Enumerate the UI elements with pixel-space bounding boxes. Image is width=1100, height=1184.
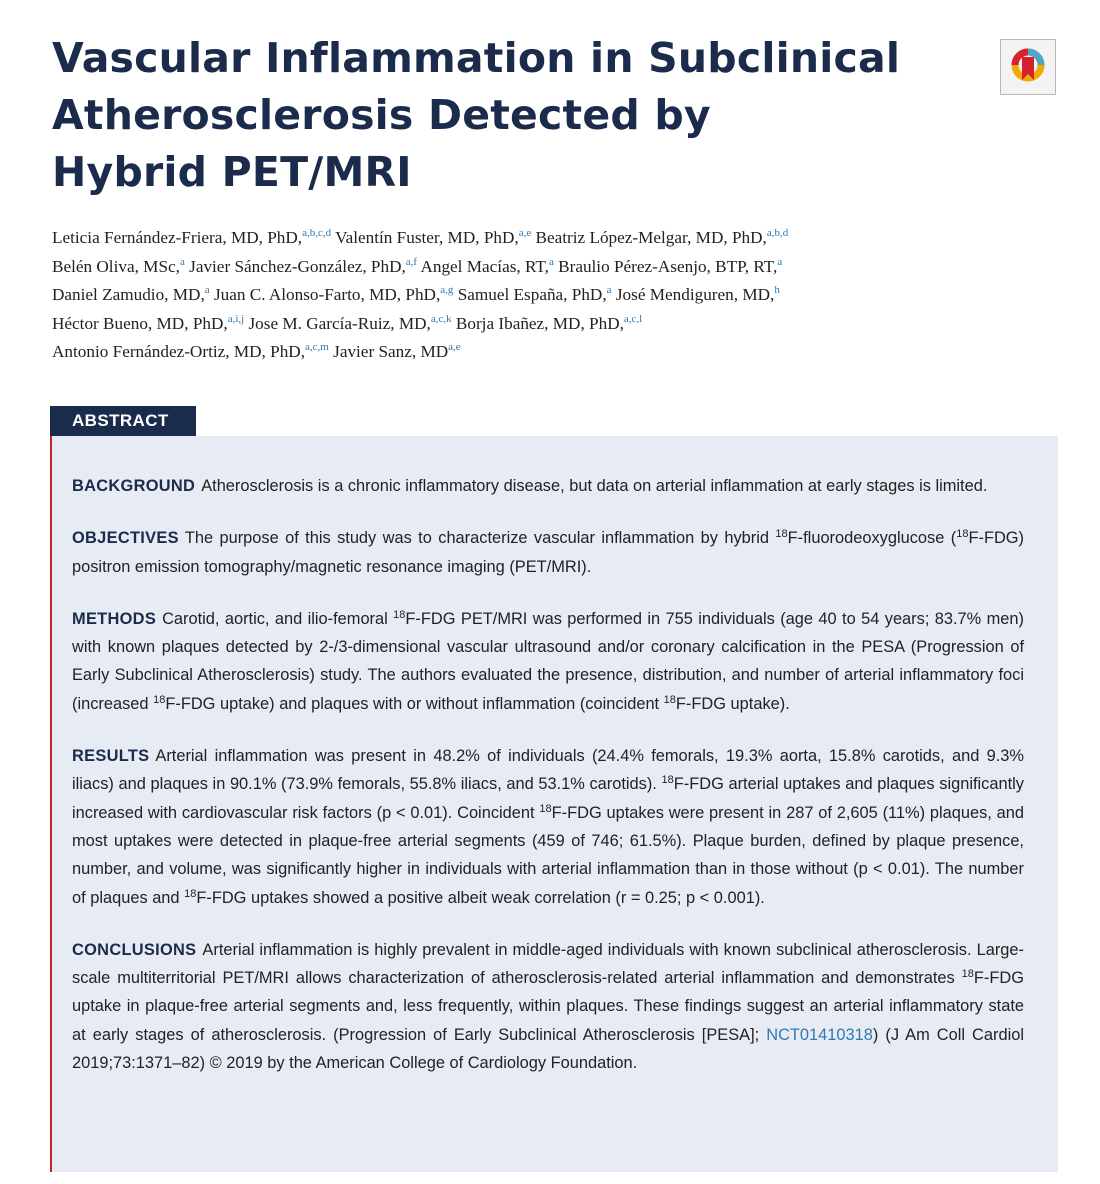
section-text: F-FDG uptakes showed a positive albeit weak correlation (r = 0.25; p < 0.001). [196,888,765,907]
section-text: Arterial inflammation is highly prevalent in middle-aged individuals with known subclinical atherosclerosis. Large-scale multiterritorial PET/MRI allows characterization of atherosclerosis-related arterial inflammation and demonstrates [72,940,1024,988]
isotope-superscript: 18 [775,528,788,541]
author-name: Javier Sánchez-González, PhD, [189,256,406,276]
author-line [52,310,1062,339]
author-name: Antonio Fernández-Ortiz, MD, PhD, [52,342,305,361]
affiliation-link[interactable]: a [204,284,210,296]
author-name: Leticia Fernández-Friera, MD, PhD, [52,228,303,247]
section-heading: METHODS [72,609,157,628]
section-heading: RESULTS [72,747,150,766]
author-name: Daniel Zamudio, MD, [52,285,205,304]
abstract-background [72,472,1024,500]
section-heading: OBJECTIVES [72,529,179,548]
isotope-superscript: 18 [153,693,166,706]
check-for-updates-icon [1009,46,1047,88]
affiliation-link[interactable]: a,e [448,341,461,353]
affiliation-link[interactable]: a,f [405,255,418,268]
author-name: Héctor Bueno, MD, PhD, [52,313,228,333]
isotope-superscript: 18 [961,968,974,981]
author-name: José Mendiguren, MD, [615,285,775,304]
section-text: F-fluorodeoxyglucose ( [787,529,957,548]
abstract-accent-rule [50,406,52,1172]
affiliation-link[interactable]: a,c,m [305,341,329,353]
author-list [52,224,1062,367]
check-for-updates-button[interactable] [1000,39,1056,95]
section-text: ) (J Am Coll Cardiol 2019;73:1371–82) © 2019 by the American College of Cardiology Foundation. [72,1025,1024,1073]
author-name: Borja Ibañez, MD, PhD, [455,313,624,333]
isotope-superscript: 18 [184,887,197,900]
title-line: Vascular Inflammation in Subclinical [52,34,901,82]
isotope-superscript: 18 [956,528,969,541]
section-text: F-FDG uptake) and plaques with or without inflammation (coincident [165,694,664,713]
isotope-superscript: 18 [539,802,552,815]
affiliation-link[interactable]: h [774,284,780,296]
isotope-superscript: 18 [393,608,406,621]
author-name: Angel Macías, RT, [420,256,549,276]
section-text: F-FDG arterial uptakes and plaques significantly increased with cardiovascular risk factors (p < 0.01). Coincident [72,775,1024,822]
affiliation-link[interactable]: a,c,l [623,312,643,325]
author-name: Juan C. Alonso-Farto, MD, PhD, [213,285,441,304]
isotope-superscript: 18 [661,774,674,787]
trial-registration-link[interactable]: NCT01410318 [766,1025,873,1044]
section-heading: BACKGROUND [72,477,196,495]
affiliation-link[interactable]: a,c,k [430,312,452,325]
section-text: F-FDG PET/MRI was performed in 755 individuals (age 40 to 54 years; 83.7% men) with known plaques detected by 2-/3-dimensional vascular ultrasound and/or coronary calcification in the PESA (Progression of Early Subclinical Atherosclerosis) study. The authors evaluated the presence, distribution, and number of arterial inflammatory foci (increased [72,609,1024,713]
author-line [52,224,1062,253]
abstract-conclusions [72,936,1024,1077]
abstract-objectives [72,524,1024,581]
author-name: Belén Oliva, MSc, [52,256,180,276]
author-name: Jose M. García-Ruiz, MD, [248,313,431,333]
isotope-superscript: 18 [663,693,676,706]
affiliation-link[interactable]: a [777,255,783,268]
section-text: F-FDG uptake). [675,694,790,713]
author-name: Beatriz López-Melgar, MD, PhD, [535,228,767,247]
article-title [52,30,932,201]
author-line [52,338,1062,367]
section-text: Carotid, aortic, and ilio-femoral [162,609,394,628]
section-text: Atherosclerosis is a chronic inflammatory disease, but data on arterial inflammation at early stages is limited. [201,477,988,495]
section-text: F-FDG) positron emission tomography/magnetic resonance imaging (PET/MRI). [72,529,1024,576]
abstract-label: ABSTRACT [50,406,196,436]
abstract-results [72,742,1024,912]
affiliation-link[interactable]: a,b,d [766,227,789,239]
section-text: Arterial inflammation was present in 48.2% of individuals (24.4% femorals, 19.3% aorta, 15.8% carotids, and 9.3% iliacs) and plaques in 90.1% (73.9% femorals, 55.8% iliacs, and 53.1% carotids). [72,747,1024,794]
affiliation-link[interactable]: a [606,284,612,296]
title-line: Atherosclerosis Detected by [52,91,711,139]
author-name: Valentín Fuster, MD, PhD, [335,228,519,247]
section-heading: CONCLUSIONS [72,940,197,959]
author-name: Javier Sanz, MD [333,342,449,361]
section-text: F-FDG uptakes were present in 287 of 2,605 (11%) plaques, and most uptakes were detected in plaque-free arterial segments (459 of 746; 61.5%). Plaque burden, defined by plaque presence, number, and volume, was significantly higher in individuals with arterial inflammation than in those without (p < 0.01). The number of plaques and [72,803,1025,907]
abstract-section [50,406,1058,1172]
section-text: The purpose of this study was to characterize vascular inflammation by hybrid [184,529,776,548]
affiliation-link[interactable]: a [179,255,185,268]
title-line: Hybrid PET/MRI [52,148,412,196]
author-line [52,253,1062,282]
affiliation-link[interactable]: a,g [440,284,454,296]
abstract-box [52,436,1058,1172]
author-name: Braulio Pérez-Asenjo, BTP, RT, [558,256,778,276]
affiliation-link[interactable]: a [548,255,554,268]
section-text: F-FDG uptake in plaque-free arterial segments and, less frequently, within plaques. These findings suggest an arterial inflammatory state at early stages of atherosclerosis. (Progression of Early Subclinical Atherosclerosis [PESA]; [72,969,1024,1044]
affiliation-link[interactable]: a,i,j [227,312,245,325]
author-line [52,281,1062,310]
author-name: Samuel España, PhD, [457,285,607,304]
affiliation-link[interactable]: a,b,c,d [302,227,332,239]
affiliation-link[interactable]: a,e [518,227,532,239]
abstract-body [72,472,1024,1101]
abstract-methods [72,605,1024,718]
